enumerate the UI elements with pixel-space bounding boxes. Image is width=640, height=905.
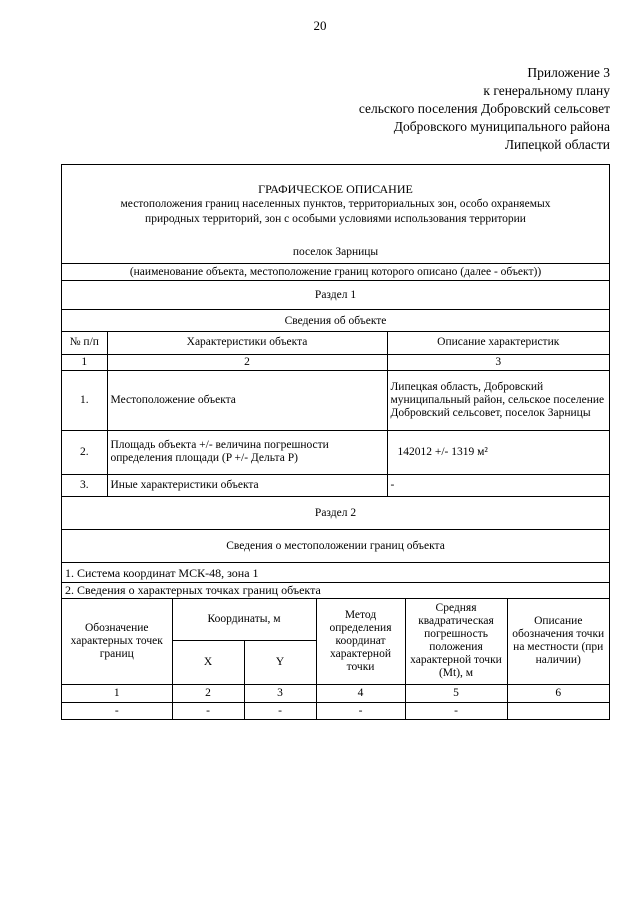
- appendix-line: Приложение 3: [527, 65, 610, 80]
- section2-title: Раздел 2: [62, 497, 609, 530]
- row-number: 1.: [62, 370, 107, 430]
- column-header: Координаты, м: [172, 599, 316, 641]
- row-number: 3.: [62, 474, 107, 496]
- form-header: [62, 165, 609, 264]
- column-number: 1: [62, 685, 172, 703]
- column-header: Описание обозначения точки на местности (при наличии): [507, 599, 609, 685]
- characteristic-value: 142012 +/- 1319 м²: [387, 430, 609, 474]
- appendix-line: сельского поселения Добровский сельсовет: [358, 101, 610, 116]
- column-header: Обозначение характерных точек границ: [62, 599, 172, 685]
- column-number: 5: [405, 685, 507, 703]
- table-cell: -: [405, 703, 507, 720]
- table-cell: -: [172, 703, 244, 720]
- column-header: X: [172, 641, 244, 685]
- characteristic-name: Иные характеристики объекта: [107, 474, 387, 496]
- table-row: [62, 703, 609, 720]
- column-number: 1: [62, 354, 107, 370]
- table-row: [62, 370, 609, 430]
- form-subtitle: местоположения границ населенных пунктов, территориальных зон, особо охраняемых: [120, 198, 551, 210]
- section1-title: Раздел 1: [62, 281, 609, 310]
- coordinate-system: 1. Система координат МСК-48, зона 1: [62, 563, 609, 583]
- column-header: Характеристики объекта: [107, 332, 387, 354]
- characteristic-value: Липецкая область, Добровский муниципальный район, сельское поселение Добровский сельсовет, поселок Зарницы: [387, 370, 609, 430]
- settlement-name: поселок Зарницы: [292, 246, 379, 258]
- row-number: 2.: [62, 430, 107, 474]
- column-header: № п/п: [62, 332, 107, 354]
- boundary-points-table: [62, 599, 609, 721]
- column-number: 3: [244, 685, 316, 703]
- appendix-line: Добровского муниципального района: [393, 119, 610, 134]
- page-number: 20: [313, 18, 327, 33]
- appendix-line: к генеральному плану: [483, 83, 610, 98]
- column-number: 4: [316, 685, 405, 703]
- column-number: 2: [172, 685, 244, 703]
- form-subtitle: природных территорий, зон с особыми условиями использования территории: [145, 213, 526, 225]
- table-row: [62, 430, 609, 474]
- column-header: Описание характеристик: [387, 332, 609, 354]
- column-number: 6: [507, 685, 609, 703]
- section1-subtitle: Сведения об объекте: [62, 310, 609, 332]
- characteristic-name: Местоположение объекта: [107, 370, 387, 430]
- column-header: Средняя квадратическая погрешность положения характерной точки (Mt), м: [405, 599, 507, 685]
- appendix-line: Липецкой области: [504, 137, 610, 152]
- table-row: [62, 474, 609, 496]
- table-cell: -: [62, 703, 172, 720]
- object-caption: (наименование объекта, местоположение границ которого описано (далее - объект)): [62, 264, 609, 281]
- object-info-table: [62, 332, 609, 497]
- column-number: 3: [387, 354, 609, 370]
- column-header: Метод определения координат характерной точки: [316, 599, 405, 685]
- table-cell: -: [244, 703, 316, 720]
- characteristic-name: Площадь объекта +/- величина погрешности определения площади (P +/- Дельта P): [107, 430, 387, 474]
- column-number: 2: [107, 354, 387, 370]
- graphic-description-form: [61, 164, 610, 720]
- points-section-title: 2. Сведения о характерных точках границ объекта: [62, 583, 609, 599]
- column-header: Y: [244, 641, 316, 685]
- table-cell: [507, 703, 609, 720]
- form-title: ГРАФИЧЕСКОЕ ОПИСАНИЕ: [258, 182, 413, 196]
- characteristic-value: -: [387, 474, 609, 496]
- section2-subtitle: Сведения о местоположении границ объекта: [62, 530, 609, 563]
- appendix-heading: [359, 64, 610, 154]
- table-cell: -: [316, 703, 405, 720]
